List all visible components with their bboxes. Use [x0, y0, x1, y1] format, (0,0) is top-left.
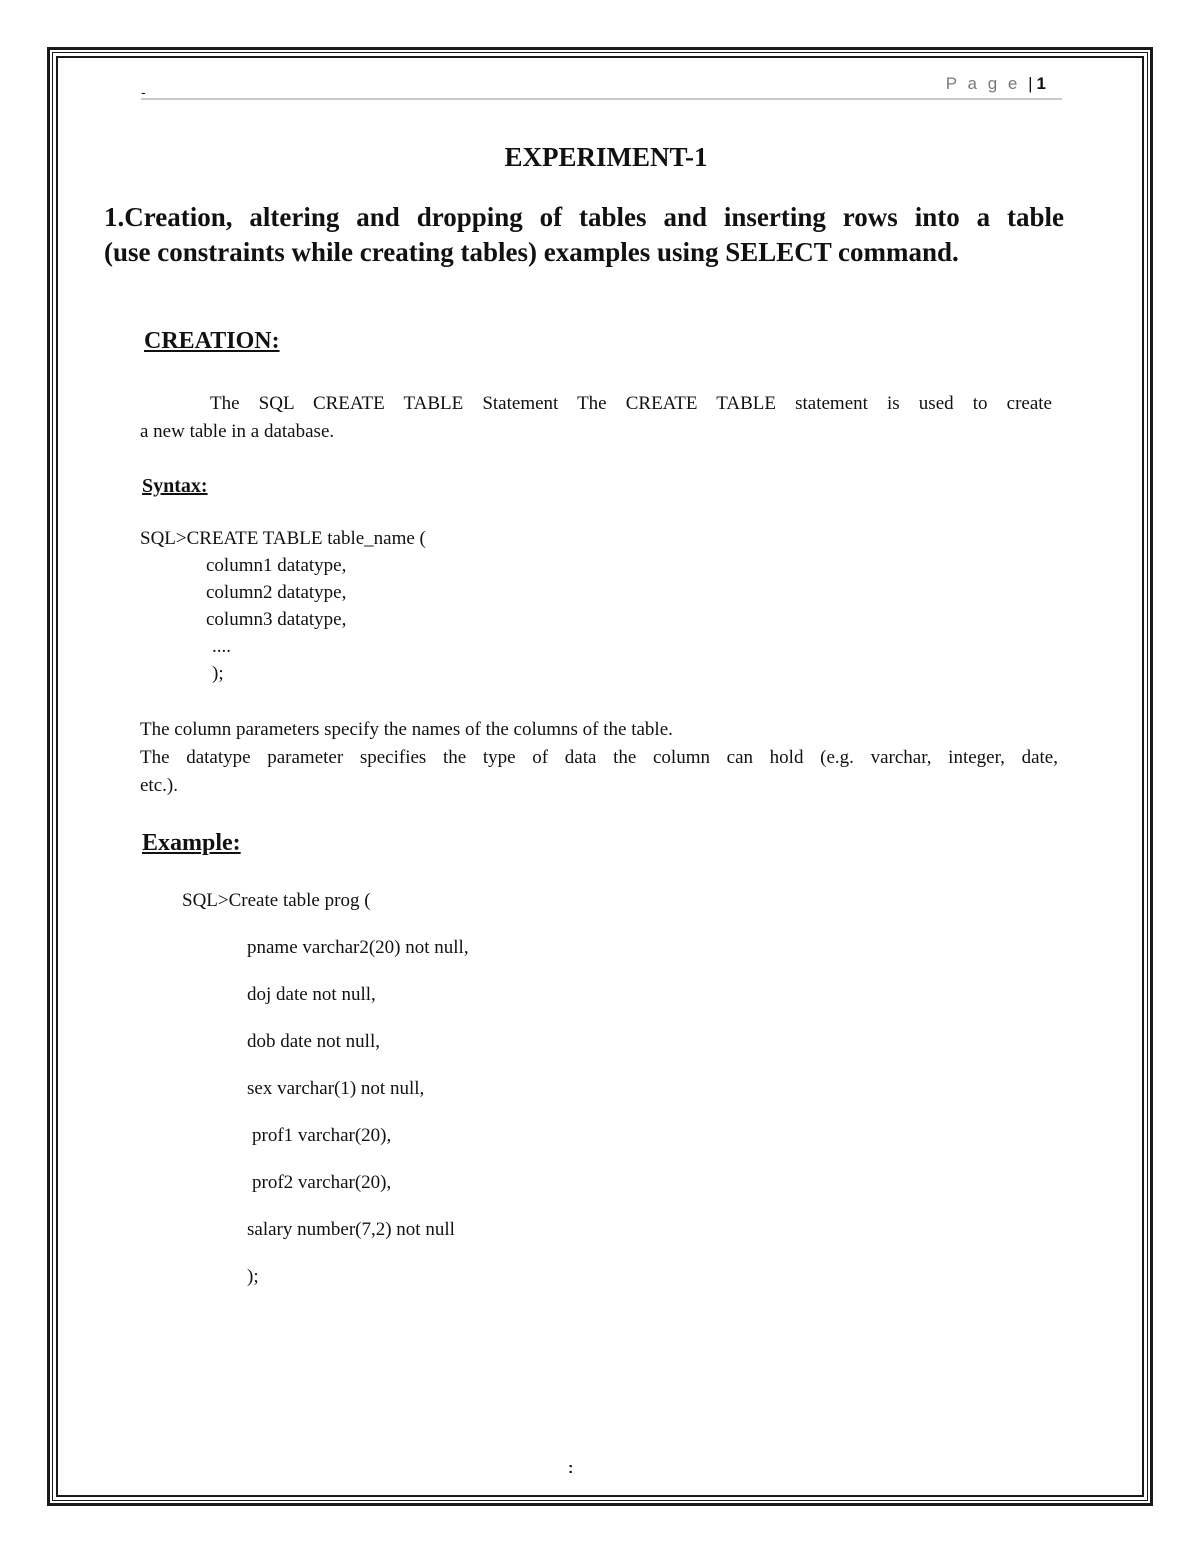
creation-heading: CREATION:: [144, 328, 280, 354]
experiment-aim: [104, 200, 1064, 270]
example-line: dob date not null,: [247, 1031, 380, 1052]
header-left-mark: -: [141, 84, 146, 100]
aim-line-1: 1.Creation, altering and dropping of tables and inserting rows into a table: [104, 202, 1064, 232]
creation-description: [140, 390, 1052, 446]
footer-mark: :: [568, 1460, 574, 1477]
example-line: );: [247, 1266, 259, 1287]
example-line: SQL>Create table prog (: [182, 890, 371, 911]
syntax-line: );: [212, 663, 224, 684]
example-line: pname varchar2(20) not null,: [247, 937, 469, 958]
page-separator: |: [1028, 74, 1033, 93]
example-line: doj date not null,: [247, 984, 376, 1005]
example-line: salary number(7,2) not null: [247, 1219, 455, 1240]
params-line-1: The column parameters specify the names of the columns of the table.: [140, 719, 673, 740]
syntax-line: column2 datatype,: [206, 582, 347, 603]
syntax-line: ....: [212, 636, 231, 657]
params-line-3: etc.).: [140, 775, 178, 796]
example-line: prof2 varchar(20),: [252, 1172, 392, 1193]
example-line: prof1 varchar(20),: [252, 1125, 392, 1146]
page-label: P a g e: [945, 74, 1021, 93]
syntax-line: column1 datatype,: [206, 555, 347, 576]
params-line-2: The datatype parameter specifies the type of data the column can hold (e.g. varchar, integer, date,: [140, 747, 1058, 768]
creation-desc-line-1: The SQL CREATE TABLE Statement The CREATE TABLE statement is used to create: [210, 393, 1052, 414]
syntax-line: column3 datatype,: [206, 609, 347, 630]
experiment-title: EXPERIMENT-1: [504, 142, 708, 172]
example-heading: Example:: [142, 830, 241, 856]
creation-desc-line-2: a new table in a database.: [140, 421, 335, 442]
syntax-line: SQL>CREATE TABLE table_name (: [140, 528, 426, 549]
page-header: [946, 74, 1046, 94]
example-line: sex varchar(1) not null,: [247, 1078, 425, 1099]
syntax-heading: Syntax:: [142, 475, 208, 497]
header-rule: [141, 98, 1062, 100]
aim-line-2: (use constraints while creating tables) examples using SELECT command.: [104, 237, 959, 267]
page-number: 1: [1036, 74, 1046, 93]
parameters-description: [140, 716, 1058, 800]
